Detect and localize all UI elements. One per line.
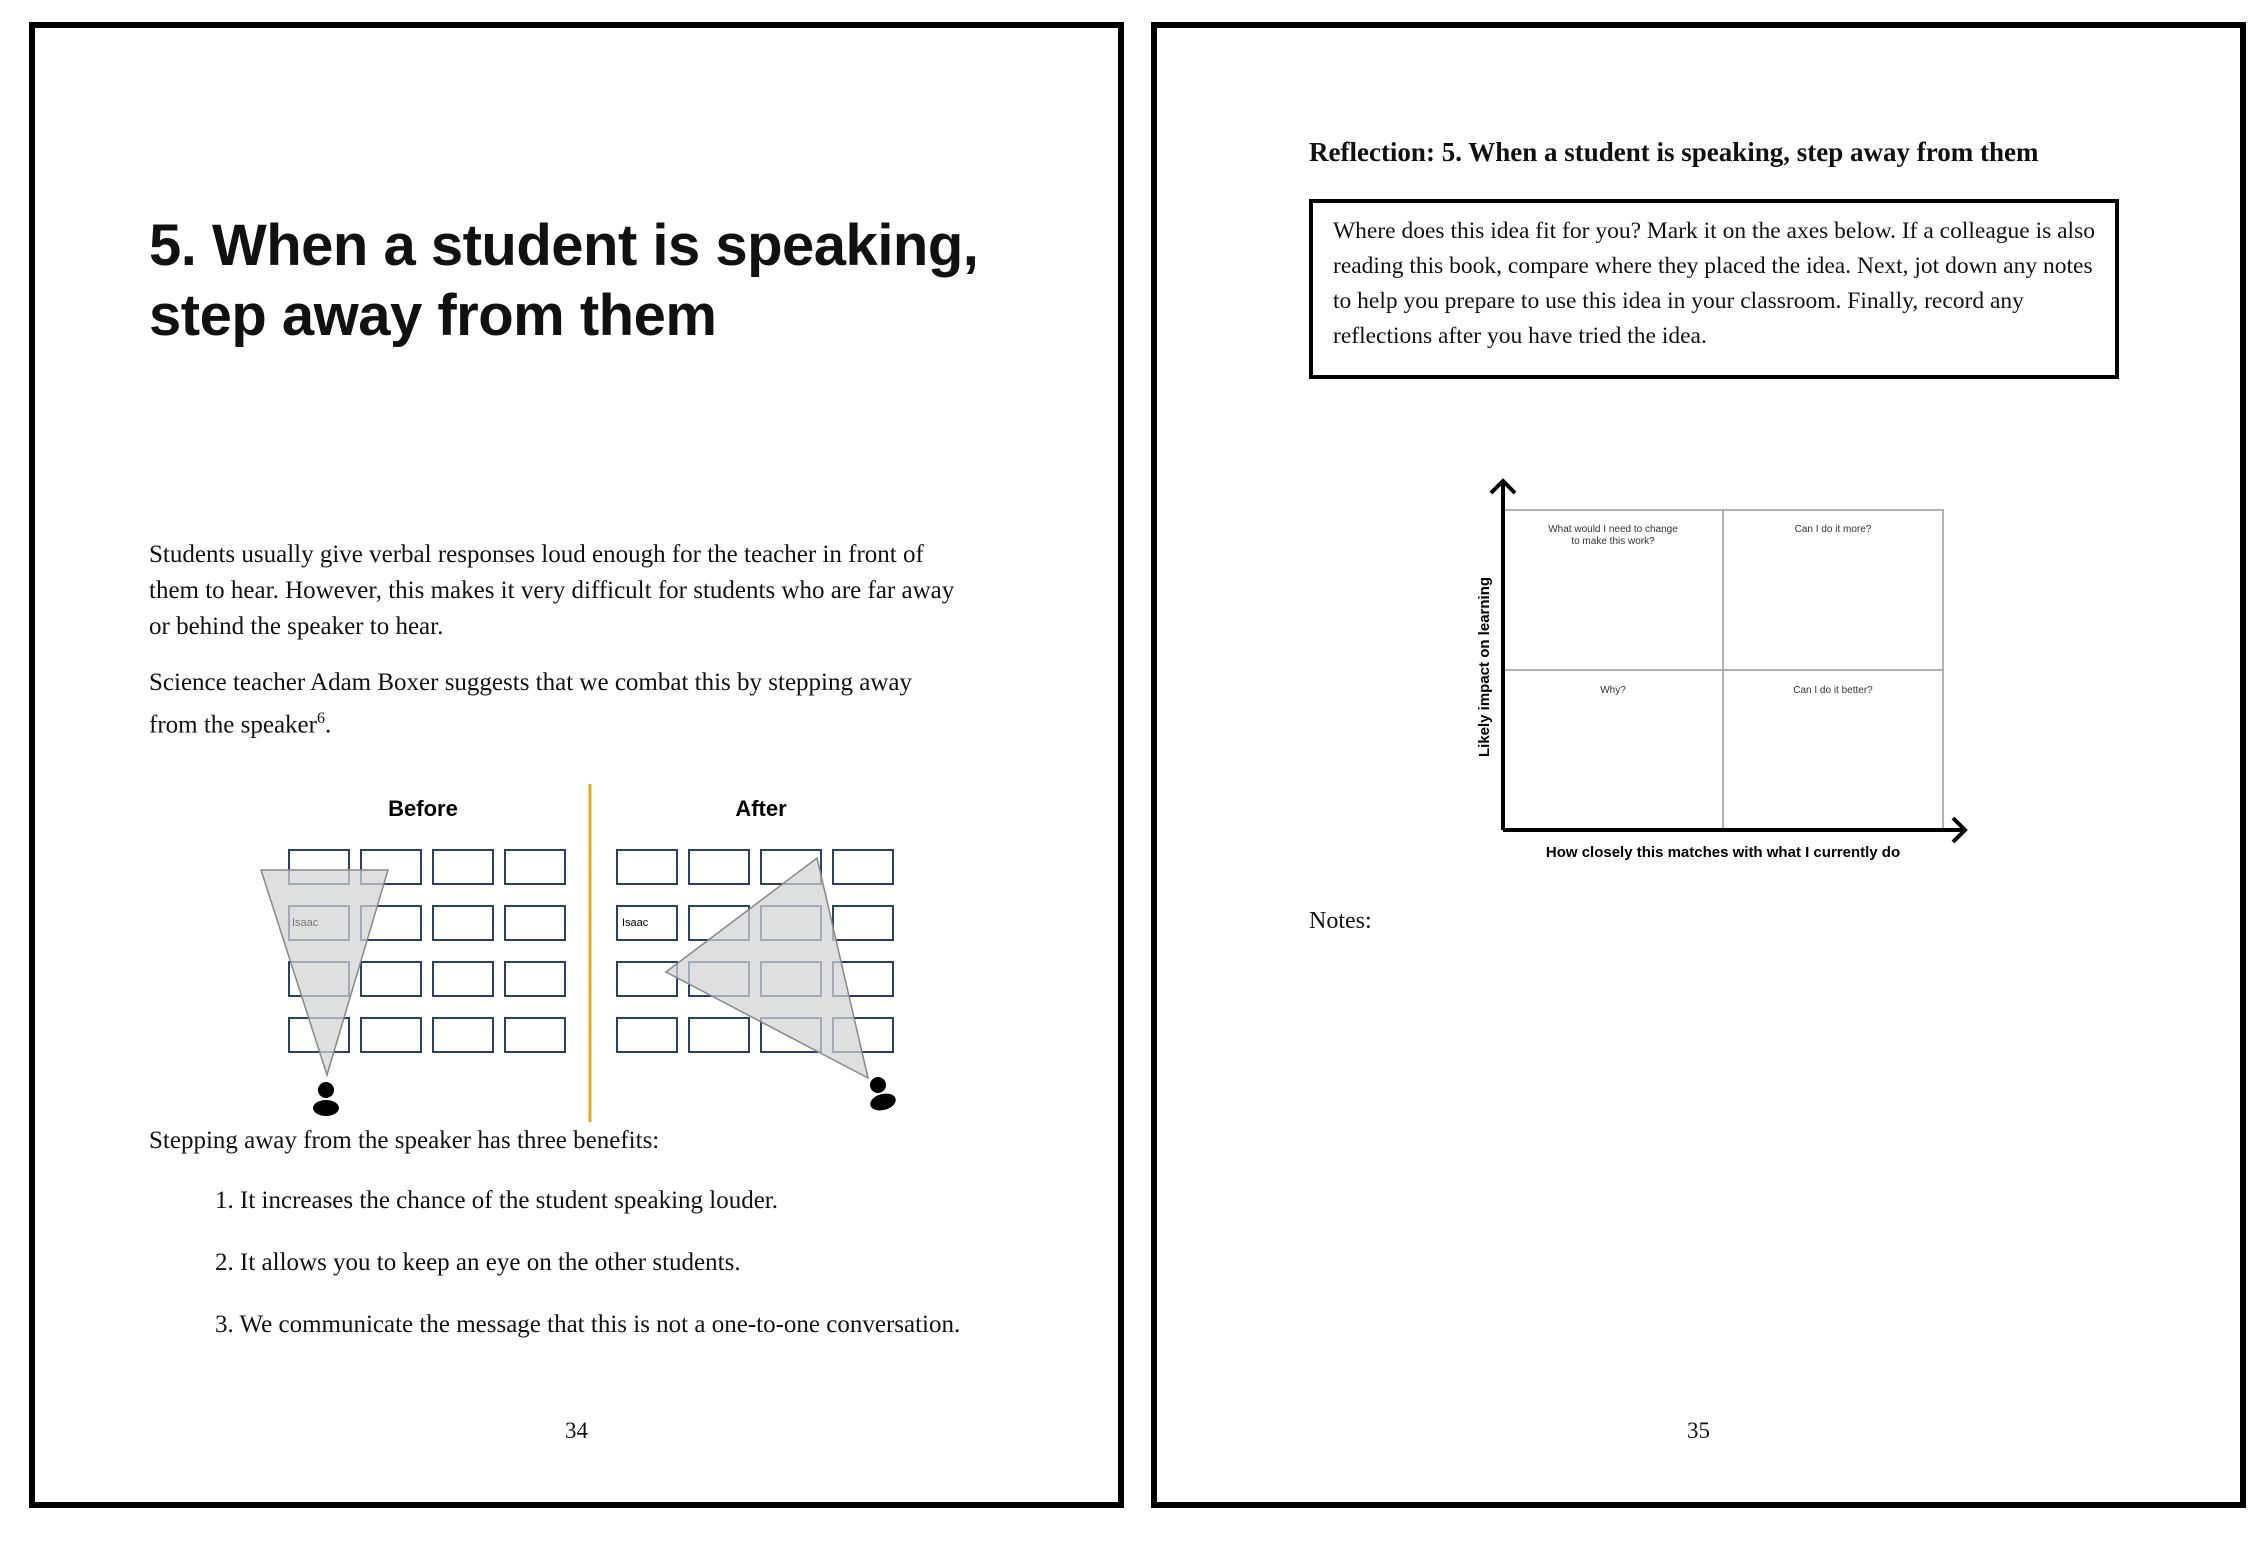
desk [833, 906, 893, 940]
benefit-item-1: 1. It increases the chance of the student speaking louder. [215, 1187, 779, 1214]
paragraph-1: Students usually give verbal responses loud enough for the teacher in front of them to hear. However, this makes it very difficult for students who are far away or behind the speaker to hear. [149, 541, 955, 640]
desk [833, 850, 893, 884]
sightline-before [261, 870, 388, 1075]
page-number-right: 35 [1687, 1418, 1710, 1443]
desk [617, 850, 677, 884]
desk [361, 962, 421, 996]
desk [617, 1018, 677, 1052]
before-label: Before [388, 796, 458, 821]
x-axis-label: How closely this matches with what I currently do [1545, 844, 1901, 861]
instructions-text: Where does this idea fit for you? Mark it on the axes below. If a colleague is also reading this book, compare where they placed the idea. Next, jot down any notes to help you prepare to use this idea in your classroom. Finally, record any reflections after you have tried the idea. [1333, 218, 2095, 349]
desk [505, 906, 565, 940]
desk [689, 850, 749, 884]
after-label: After [735, 796, 787, 821]
desk [433, 962, 493, 996]
desk [505, 1018, 565, 1052]
paragraph-2-text: Science teacher Adam Boxer suggests that we combat this by stepping away from the speaker [149, 669, 912, 739]
notes-label: Notes: [1309, 908, 1372, 934]
desk [433, 1018, 493, 1052]
quadrant-top-left-line-2: to make this work? [1571, 536, 1655, 547]
footnote-marker: 6 [316, 710, 325, 727]
quadrant-bottom-right: Can I do it better? [1793, 685, 1873, 696]
page-number-left: 34 [565, 1418, 588, 1443]
instructions-box [1309, 199, 2119, 379]
desk [433, 850, 493, 884]
desk [433, 906, 493, 940]
right-page [1151, 22, 2246, 1508]
teacher-icon-before [313, 1082, 339, 1116]
quadrant-top-right: Can I do it more? [1794, 524, 1872, 535]
y-axis-label: Likely impact on learning [1476, 576, 1493, 758]
desk [689, 1018, 749, 1052]
teacher-icon-after [868, 1077, 897, 1113]
desk [505, 850, 565, 884]
benefit-item-3: 3. We communicate the message that this is not a one-to-one conversation. [215, 1311, 961, 1338]
desk [361, 1018, 421, 1052]
sightline-after [666, 858, 868, 1078]
student-label-before: Isaac [292, 917, 319, 929]
paragraph-2 [149, 665, 961, 743]
quadrant-top-left-line-1: What would I need to change [1548, 524, 1678, 535]
benefits-intro: Stepping away from the speaker has three benefits: [149, 1127, 660, 1154]
quadrant-bottom-left: Why? [1600, 685, 1626, 696]
benefit-item-2: 2. It allows you to keep an eye on the other students. [215, 1249, 741, 1276]
quadrant-chart [1453, 449, 1973, 869]
chapter-title: 5. When a student is speaking, step away from them [149, 213, 979, 348]
reflection-title: Reflection: 5. When a student is speaking, step away from them [1309, 137, 2039, 167]
desk [505, 962, 565, 996]
paragraph-2-end: . [324, 711, 332, 739]
student-label-after: Isaac [622, 917, 649, 929]
desk [617, 962, 677, 996]
left-page [29, 22, 1124, 1508]
seating-diagram [205, 780, 965, 1125]
